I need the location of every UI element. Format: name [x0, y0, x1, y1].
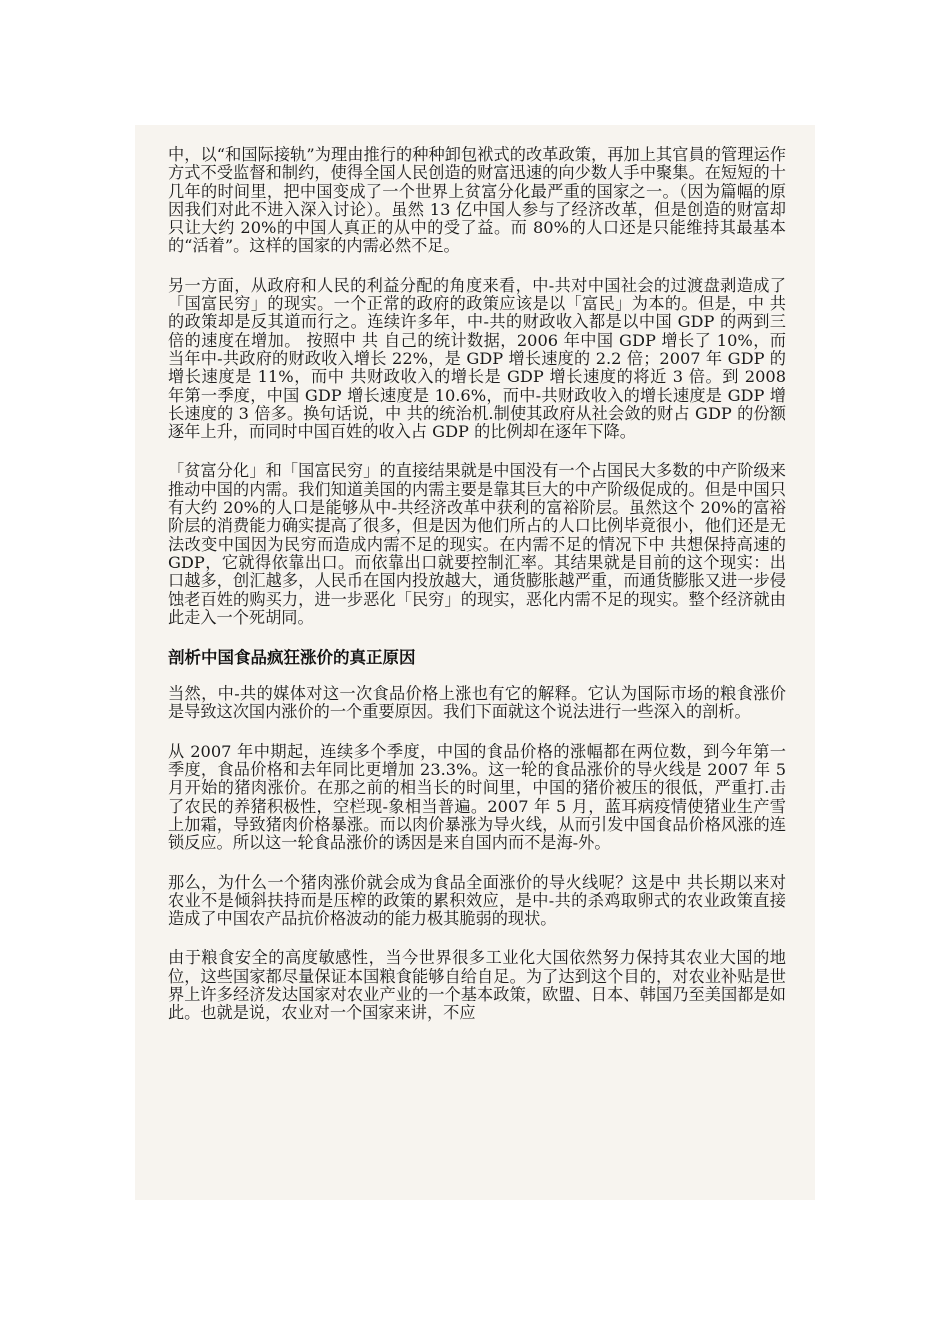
paragraph-6: 那么，为什么一个猪肉涨价就会成为食品全面涨价的导火线呢？这是中 共长期以来对农业不是倾斜扶持而是压榨的政策的累积效应，是中-共的杀鸡取卵式的农业政策直接造成了中国农产品抗价格波动的能力极其脆弱的现状。: [168, 872, 786, 929]
article-text: [168, 146, 786, 1044]
paragraph-2: 另一方面，从政府和人民的利益分配的角度来看，中-共对中国社会的过渡盘剥造成了「国富民穷」的现实。一个正常的政府的政策应该是以「富民」为本的。但是，中 共的政策却是反其道而行之。连续许多年，中-共的财政收入都是以中国 GDP 的两到三倍的速度在增加。 按照中 共 自己的统计数据，2006 年中国 GDP 增长了 10%，而当年中-共政府的财政收入增长 22%，是 GDP 增长速度的 2.2 倍；2007 年 GDP 的增长速度是 11%，而中 共财政收入的增长是 GDP 增长速度的将近 3 倍。到 2008 年第一季度，中国 GDP 增长速度是 10.6%，而中-共财政收入的增长速度是 GDP 增长速度的 3 倍多。换句话说，中 共的统治机.制使其政府从社会敛的财占 GDP 的份额逐年上升，而同时中国百姓的收入占 GDP 的比例却在逐年下降。: [168, 275, 786, 442]
paragraph-5: 从 2007 年中期起，连续多个季度，中国的食品价格的涨幅都在两位数，到今年第一季度，食品价格和去年同比更增加 23.3%。这一轮的食品涨价的导火线是 2007 年 5 月开始的猪肉涨价。在那之前的相当长的时间里，中国的猪价被压的很低，严重打.击了农民的养猪积极性，空栏现-象相当普遍。2007 年 5 月，蓝耳病疫情使猪业生产雪上加霜，导致猪肉价格暴涨。而以肉价暴涨为导火线，从而引发中国食品价格风涨的连锁反应。所以这一轮食品涨价的诱因是来自国内而不是海-外。: [168, 741, 786, 853]
document-content-area: [135, 125, 815, 1200]
section-heading: 剖析中国食品疯狂涨价的真正原因: [168, 648, 416, 668]
paragraph-3: 「贫富分化」和「国富民穷」的直接结果就是中国没有一个占国民大多数的中产阶级来推动中国的内需。我们知道美国的内需主要是靠其巨大的中产阶级促成的。但是中国只有大约 20%的人口是能够从中-共经济改革中获利的富裕阶层。虽然这个 20%的富裕阶层的消费能力确实提高了很多，但是因为他们所占的人口比例毕竟很小，他们还是无法改变中国因为民穷而造成内需不足的现实。在内需不足的情况下中 共想保持高速的 GDP，它就得依靠出口。而依靠出口就要控制汇率。其结果就是目前的这个现实：出口越多，创汇越多，人民币在国内投放越大，通货膨胀越严重，而通货膨胀又进一步侵蚀老百姓的购买力，进一步恶化「民穷」的现实，恶化内需不足的现实。整个经济就由此走入一个死胡同。: [168, 461, 786, 627]
paragraph-7: 由于粮食安全的高度敏感性，当今世界很多工业化大国依然努力保持其农业大国的地位，这些国家都尽量保证本国粮食能够自给自足。为了达到这个目的，对农业补贴是世界上许多经济发达国家对农业产业的一个基本政策，欧盟、日本、韩国乃至美国都是如此。也就是说，农业对一个国家来讲，不应: [168, 948, 786, 1023]
paragraph-4: 当然，中-共的媒体对这一次食品价格上涨也有它的解释。它认为国际市场的粮食涨价是导致这次国内涨价的一个重要原因。我们下面就这个说法进行一些深入的剖析。: [168, 684, 786, 722]
paragraph-1: 中，以“和国际接轨”为理由推行的种种卸包袱式的改革政策，再加上其官員的管理运作方式不受监督和制约，使得全国人民创造的财富迅速的向少数人手中聚集。在短短的十几年的时间里，把中国变成了一个世界上贫富分化最严重的国家之一。（因为篇幅的原因我们对此不进入深入讨论）。虽然 13 亿中国人参与了经济改革，但是创造的财富却只让大约 20%的中国人真正的从中的受了益。而 80%的人口还是只能维持其最基本的“活着”。这样的国家的内需必然不足。: [168, 145, 786, 256]
